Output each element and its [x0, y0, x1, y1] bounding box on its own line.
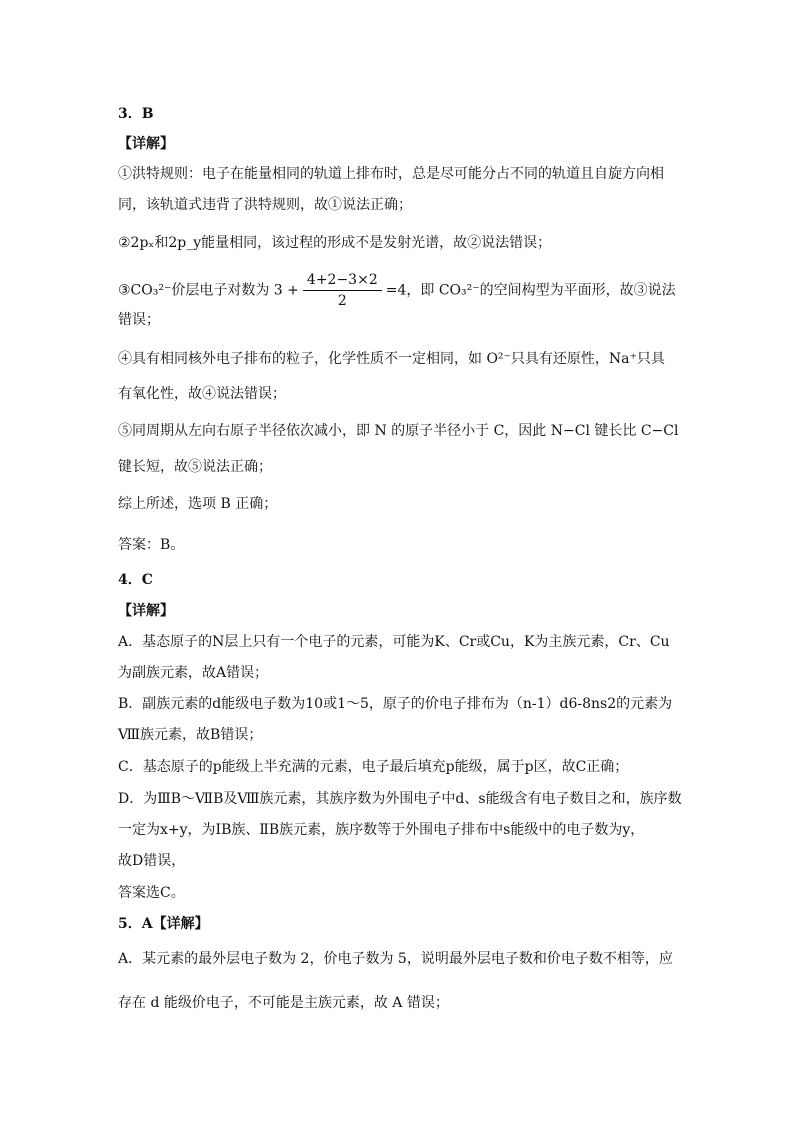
q4-d1: D．为ⅢB～ⅦB及Ⅷ族元素，其族序数为外围电子中d、s能级含有电子数目之和，族序数 — [118, 791, 682, 807]
q4-d3: 故D错误， — [118, 853, 186, 869]
q3-detail-label: 【详解】 — [118, 136, 174, 152]
fraction-numerator: 4+2−3×2 — [303, 272, 382, 291]
q4-title: 4．C — [118, 572, 153, 588]
q4-a2: 为副族元素，故A错误； — [118, 665, 269, 681]
q4-b1: B．副族元素的d能级电子数为10或1～5，原子的价电子排布为（n-1）d6-8ns2的元素为 — [118, 696, 673, 712]
q3-p3-pre: ③CO₃²⁻价层电子对数为 3 + — [118, 282, 299, 299]
q3-p3-fraction — [303, 272, 382, 309]
q5-a1: A．某元素的最外层电子数为 2，价电子数为 5，说明最外层电子数和价电子数不相等，应 — [118, 951, 673, 967]
q5-a2: 存在 d 能级价电子，不可能是主族元素，故 A 错误； — [118, 995, 449, 1011]
q3-p4a: ④具有相同核外电子排布的粒子，化学性质不一定相同，如 O²⁻只具有还原性，Na⁺只具 — [118, 351, 665, 367]
q3-p3b: 错误； — [118, 312, 160, 328]
q4-b2: Ⅷ族元素，故B错误； — [118, 727, 263, 743]
q4-answer: 答案选C。 — [118, 885, 185, 901]
q3-p1a: ①洪特规则：电子在能量相同的轨道上排布时，总是尽可能分占不同的轨道且自旋方向相 — [118, 166, 664, 182]
q3-summary: 综上所述，选项 B 正确； — [118, 496, 278, 512]
q3-p1b: 同，该轨道式违背了洪特规则，故①说法正确； — [118, 197, 412, 213]
q5-title: 5．A【详解】 — [118, 916, 209, 932]
q3-p5b: 键长短，故⑤说法正确； — [118, 459, 272, 475]
q3-p5a: ⑤同周期从左向右原子半径依次减小，即 N 的原子半径小于 C，因此 N−Cl 键长比 C−Cl — [118, 423, 679, 439]
q4-d2: 一定为x+y，为ⅠB族、ⅡB族元素，族序数等于外围电子排布中s能级中的电子数为y， — [118, 822, 645, 838]
q3-answer: 答案：B。 — [118, 537, 185, 553]
fraction-denominator: 2 — [337, 293, 347, 309]
q3-p3 — [118, 272, 676, 309]
q3-title: 3．B — [118, 106, 154, 122]
q4-c1: C．基态原子的p能级上半充满的元素，电子最后填充p能级，属于p区，故C正确； — [118, 759, 629, 775]
q3-p3-post: =4，即 CO₃²⁻的空间构型为平面形，故③说法 — [385, 282, 676, 299]
q3-p2: ②2pₓ和2p_y能量相同，该过程的形成不是发射光谱，故②说法错误； — [118, 235, 552, 251]
q4-a1: A．基态原子的N层上只有一个电子的元素，可能为K、Cr或Cu，K为主族元素，Cr、Cu — [118, 634, 670, 650]
q4-detail-label: 【详解】 — [118, 603, 174, 619]
q3-p4b: 有氧化性，故④说法错误； — [118, 386, 286, 402]
